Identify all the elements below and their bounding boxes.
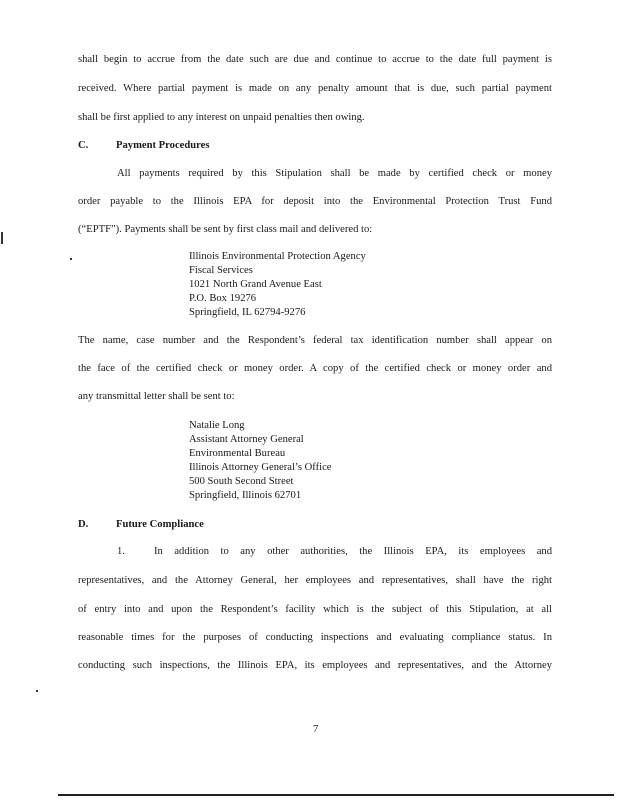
- body-line-1: shall begin to accrue from the date such are due and continue to accrue to the date full payment is: [78, 54, 552, 65]
- section-c-line-6: any transmittal letter shall be sent to:: [78, 391, 235, 402]
- address2-line-6: Springfield, Illinois 62701: [189, 490, 302, 501]
- address1-line-3: 1021 North Grand Avenue East: [189, 279, 322, 290]
- section-d-para-number: 1.: [117, 546, 125, 557]
- address1-line-2: Fiscal Services: [189, 265, 253, 276]
- section-d-letter: D.: [78, 519, 89, 530]
- section-c-line-2: order payable to the Illinois EPA for deposit into the Environmental Protection Trust Fund: [78, 196, 552, 207]
- section-c-letter: C.: [78, 140, 89, 151]
- address2-line-4: Illinois Attorney General’s Office: [189, 462, 332, 473]
- scan-artifact-dot: [70, 258, 72, 260]
- section-c-title: Payment Procedures: [116, 140, 210, 151]
- section-d-line-1: In addition to any other authorities, the Illinois EPA, its employees and: [154, 546, 552, 557]
- scan-artifact-dot: [36, 690, 38, 692]
- address1-line-5: Springfield, IL 62794-9276: [189, 307, 306, 318]
- address1-line-4: P.O. Box 19276: [189, 293, 257, 304]
- section-d-line-4: reasonable times for the purposes of conducting inspections and evaluating compliance status. In: [78, 632, 552, 643]
- address2-line-1: Natalie Long: [189, 420, 245, 431]
- section-c-line-5: the face of the certified check or money order. A copy of the certified check or money order and: [78, 363, 552, 374]
- section-c-line-1: All payments required by this Stipulation shall be made by certified check or money: [117, 168, 552, 179]
- section-d-title: Future Compliance: [116, 519, 204, 530]
- page-number: 7: [313, 724, 319, 735]
- scan-bottom-rule: [58, 794, 614, 796]
- scan-artifact-mark: [1, 232, 3, 244]
- address1-line-1: Illinois Environmental Protection Agency: [189, 251, 366, 262]
- section-c-line-3: (“EPTF”). Payments shall be sent by first class mail and delivered to:: [78, 224, 373, 235]
- section-c-line-4: The name, case number and the Respondent’s federal tax identification number shall appear on: [78, 335, 552, 346]
- address2-line-5: 500 South Second Street: [189, 476, 294, 487]
- address2-line-2: Assistant Attorney General: [189, 434, 304, 445]
- body-line-3: shall be first applied to any interest on unpaid penalties then owing.: [78, 112, 365, 123]
- body-line-2: received. Where partial payment is made on any penalty amount that is due, such partial payment: [78, 83, 552, 94]
- address2-line-3: Environmental Bureau: [189, 448, 286, 459]
- section-d-line-5: conducting such inspections, the Illinois EPA, its employees and representatives, and the Attorney: [78, 660, 552, 671]
- section-d-line-3: of entry into and upon the Respondent’s facility which is the subject of this Stipulation, at all: [78, 604, 552, 615]
- section-d-line-2: representatives, and the Attorney General, her employees and representatives, shall have the right: [78, 575, 552, 586]
